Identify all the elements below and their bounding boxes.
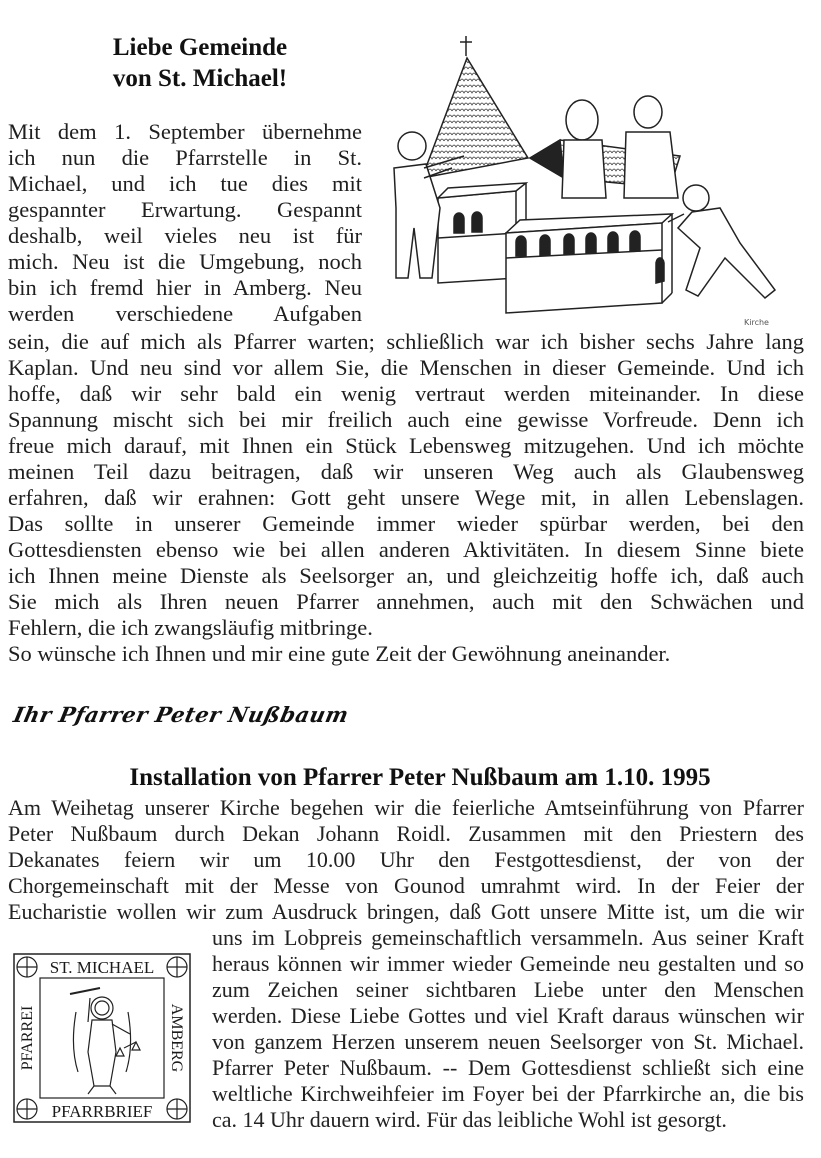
parish-seal: [12, 952, 192, 1124]
text-line: Das sollte in unserer Gemeinde immer wieder spürbar werden, bei den: [8, 511, 804, 536]
text-line: von ganzem Herzen unserem neuen Seelsorger von St. Michael.: [212, 1029, 804, 1054]
text-line: So wünsche ich Ihnen und mir eine gute Zeit der Gewöhnung aneinander.: [8, 641, 671, 666]
seal-left-text: PFARREI: [19, 1005, 36, 1071]
text-line: Fehlern, die ich zwangsläufig mitbringe.: [8, 615, 373, 640]
text-line: Am Weihetag unserer Kirche begehen wir die feierliche Amtseinführung von Pfarrer: [8, 795, 804, 820]
text-line: werden. Diese Liebe Gottes und viel Kraft daraus wünschen wir: [212, 1003, 804, 1028]
seal-bottom-text: PFARRBRIEF: [51, 1102, 153, 1121]
text-line: Gottesdiensten ebenso wie bei allen anderen Aktivitäten. In diesem Sinne biete: [8, 537, 804, 562]
text-line: Pfarrer Peter Nußbaum. -- Dem Gottesdienst schließt sich eine: [212, 1055, 804, 1080]
seal-right-text: AMBERG: [168, 1003, 185, 1073]
text-line: Peter Nußbaum durch Dekan Johann Roidl. Zusammen mit den Priestern des: [8, 821, 804, 846]
article-title: Installation von Pfarrer Peter Nußbaum am 1.10. 1995: [129, 764, 711, 791]
text-line: ich nun die Pfarrstelle in St.: [8, 145, 362, 170]
nave-block: [506, 214, 672, 313]
text-line: Eucharistie wollen wir zum Ausdruck bringen, daß Gott unsere Mitte ist, um die wir: [8, 899, 804, 924]
text-line: uns im Lobpreis gemeinschaftlich versammeln. Aus seiner Kraft: [212, 925, 804, 950]
text-line: Michael, und ich tue dies mit: [8, 171, 362, 196]
spire: [422, 58, 528, 178]
person-middle: [562, 100, 606, 198]
text-line: mich. Neu ist die Umgebung, noch: [8, 249, 362, 274]
title-line-1: Liebe Gemeinde: [112, 34, 288, 61]
seal-top-text: ST. MICHAEL: [49, 958, 155, 977]
text-line: werden verschiedene Aufgaben: [8, 301, 362, 326]
person-pushing: [668, 185, 775, 298]
text-line: gespannter Erwartung. Gespannt: [8, 197, 362, 222]
person-right: [624, 96, 678, 198]
illustration-caption: Kirche: [744, 318, 769, 327]
text-line: Sie mich als Ihren neuen Pfarrer annehmen, auch mit den Schwächen und: [8, 589, 804, 614]
text-line: weltliche Kirchweihfeier im Foyer bei der Pfarrkirche an, die bis: [212, 1081, 804, 1106]
text-line: bin ich fremd hier in Amberg. Neu: [8, 275, 362, 300]
text-line: meinen Teil dazu beitragen, daß wir unseren Weg auch als Glaubensweg: [8, 459, 804, 484]
text-line: Chorgemeinschaft mit der Messe von Gounod umrahmt wird. In der Feier der: [8, 873, 804, 898]
cross-icon: [460, 36, 472, 56]
text-line: heraus können wir immer wieder Gemeinde neu gestalten und so: [212, 951, 804, 976]
text-line: Spannung mischt sich bei mir freilich auch eine gewisse Vorfreude. Denn ich: [8, 407, 804, 432]
signature: Ihr Pfarrer Peter Nußbaum: [11, 702, 352, 727]
text-line: erfahren, daß wir erahnen: Gott geht unsere Wege mit, in allen Lebenslagen.: [8, 485, 804, 510]
text-line: ich Ihnen meine Dienste als Seelsorger an, und gleichzeitig hoffe ich, daß auch: [8, 563, 804, 588]
text-line: sein, die auf mich als Pfarrer warten; schließlich war ich bisher sechs Jahre lang: [8, 329, 804, 354]
text-line: freue mich darauf, mit Ihnen ein Stück Lebensweg mitzugehen. Und ich möchte: [8, 433, 804, 458]
text-line: Mit dem 1. September übernehme: [8, 119, 362, 144]
text-line: zum Zeichen seiner sichtbaren Liebe unter den Menschen: [212, 977, 804, 1002]
article-title: [40, 32, 360, 94]
text-line: ca. 14 Uhr dauern wird. Für das leibliche Wohl ist gesorgt.: [212, 1107, 727, 1132]
text-line: hoffe, daß wir sehr bald ein wenig vertraut werden miteinander. In diese: [8, 381, 804, 406]
text-line: Dekanates feiern wir um 10.00 Uhr den Festgottesdienst, der von der: [8, 847, 804, 872]
title-line-2: von St. Michael!: [112, 65, 288, 92]
church-illustration: [380, 28, 820, 318]
text-line: deshalb, weil vieles neu ist für: [8, 223, 362, 248]
text-line: Kaplan. Und neu sind vor allem Sie, die Menschen in dieser Gemeinde. Und ich: [8, 355, 804, 380]
